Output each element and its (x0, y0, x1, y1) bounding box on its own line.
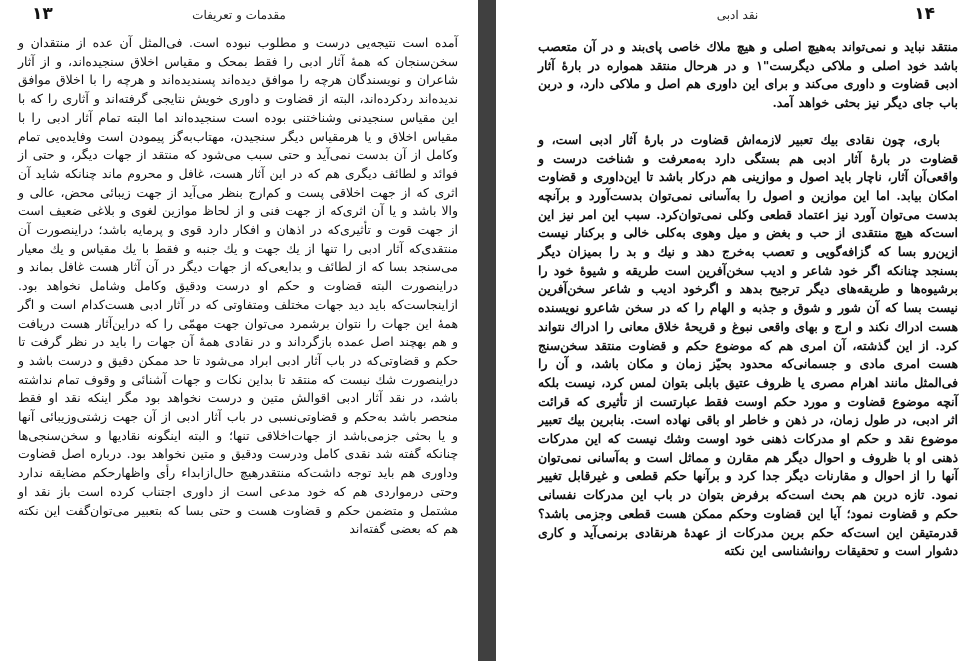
right-running-title: نقد ادبی (716, 8, 759, 22)
left-page-number: ۱۳ (32, 4, 53, 24)
right-page (496, 0, 979, 661)
right-page-body (538, 38, 958, 561)
right-page-header (496, 4, 979, 28)
left-page (0, 0, 478, 661)
left-page-body (18, 34, 458, 539)
right-paragraph-1: منتقد نباید و نمی‌تواند به‌هیچ اصلی و هیچ ملاك خاصی پای‌بند و در آن متعصب باشد خود اصلی و ملاکی دیگرست"١ و در هرحال منتقد همواره در بارهٔ آثار ادبی قضاوت و داوری می‌کند و برای این داوری هم اصل و ملاکی دارد، و دربن باب جای دیگر نیز بحثی خواهد آمد. (538, 39, 958, 111)
left-page-header (0, 4, 478, 28)
book-spine-gutter (478, 0, 496, 661)
left-paragraph-1: آمده است نتیجه‌یی درست و مطلوب نبوده است. فی‌المثل آن عده از منتقدان و سخن‌سنجان که همهٔ آثار ادبی را فقط بمحک و مقیاس اخلاق سنجیده‌اند، و از آثار شاعران و نویسندگان هرچه را موافق دیده‌اند پسندیده‌اند و هرچه را با اخلاق موافق ندیده‌اند ردکرده‌اند، البته از قضاوت و داوری خویش نتایجی گرفته‌اند و آثاری را که با این مقیاس سنجیدنی وشناختنی بوده است سنجیده‌اند اما البته تمام آثار ادبی را با مقیاس اخلاق و یا هرمقیاس دیگر سنجیدن، مهتاب‌به‌گز پیمودن است وفایده‌یی تمام وکامل از آن بدست نمی‌آید و حتی سبب می‌شود که منتقد از جهات دیگر، و حتی از فوائد و لطائف دیگری هم که در این آثار هست، غافل و محروم ماند چنانکه شاید آن اثری که از جهت اخلاقی پست و کم‌ارج بنظر می‌آید از جهت زیبائی محض، عالی و والا باشد و یا آن اثری‌که از جهت فنی و از لحاظ موازین لغوی و بلاغی ضعیف است از جهت قوت و تأثیری‌که در اذهان و افکار دارد قوی و پرمایه باشد؛ دراینصورت آن منتقدی‌که آثار ادبی را تنها از یك جهت و یك جنبه و فقط با یك مقیاس و یك معیار می‌سنجد بسا که از لطائف و بدایعی‌که از جهات دیگر در آن آثار هست غافل بماند و دراینصورت البته قضاوت و حکم او درست ودقیق وکامل وشامل نخواهد بود. ازاینجاست‌که باید دید جهات مختلف ومتفاوتی که در آثار ادبی هست‌کدام است و اگر همهٔ این جهات را نتوان برشمرد می‌توان جهت مهمّی را که دراین‌آثار هست دریافت و هم بهچند اصل عمده بازگرداند و در نقادی همهٔ آن جهات را باید در نظر گرفت تا حکم و قضاوتی‌که در باب آثار ادبی ابراد می‌شود تا حد ممکن دقیق و درست باشد و دراینصورت شك نیست که منتقد تا بداین نکات و جهات آشنائی و وقوف تمام نداشته باشد، در نقد آثار ادبی اقوالش متین و درست نخواهد بود مگر اینکه نقد او فقط منحصر باشد به‌حکم و قضاوتی‌نسبی در باب آثار ادبی از آن جهت زشتی‌وزیبائی آنها و یا بحثی جزمی‌باشد از جهات‌اخلاقی تنها؛ و البته اینگونه نقادیها و سخن‌سنجی‌ها چنانکه گفته شد نقدی کامل ودرست ودقیق و متین نخواهد بود. درباره اصل قضاوت وداوری هم باید توجه داشت‌که منتقدرهیچ حال‌ازابداء رأی واظهارحکم مضایقه ندارد وحتی درمواردی هم که خود مدعی است از داوری اجتناب کرده است باز نقد او مشتمل و متضمن حکم و قضاوت هست و حتی بسا که بتعبیر می‌توان‌گفت این نکته هم که بعضی گفته‌اند (18, 35, 458, 537)
right-page-number: ۱۴ (914, 4, 935, 24)
right-paragraph-2: باری، چون نقادی بیك تعبیر لازمه‌اش قضاوت در بارهٔ آثار ادبی است، و قضاوت در بارهٔ آثار ادبی هم بستگی دارد به‌معرفت و شناخت درست و واقعی‌آن آثار، ناچار باید اصول و موازینی هم درکار باشد تا این‌داوری و قضاوت امکان بیابد. اما این موازین و اصول را به‌آسانی نمی‌توان بدست‌آورد و برآنچه بدست می‌توان آورد نیز اعتماد قطعی وکلی نمی‌توان‌کرد. سبب این امر نیز این است‌که هیچ منتقدی از حب و بغض و میل وهوی به‌کلی خالی و برکنار نیست ازین‌رو بسا که گزافه‌گویی و تعصب به‌خرج دهد و نیك و بد را بمیزان دیگر بسنجد چنانکه اگر خود شاعر و ادیب سخن‌آفرین است طریقه و شیوهٔ خود را برشیوه‌ها و طریقه‌های دیگر ترجیح بدهد و اگرخود ادیب و شاعر سخن‌آفرین نیست بسا که آن شور و شوق و جذبه و الهام را که در سخن شاعرو نویسنده هست ادراك نکند و ارج و بهای واقعی نبوغ و قریحهٔ خلاق معانی را ادراك نتواند کرد. از این گذشته، آن امری هم که موضوع حکم و قضاوت منتقد سخن‌سنج هست امری مادی و جسمانی‌که محدود بحیّز زمان و مکان باشد، و آن را فی‌المثل مانند اهرام مصری یا ظروف عتیق بابلی بتوان لمس کرد، نیست بلکه آنچه موضوع قضاوت و مورد حکم اوست فقط عبارتست از تأثیری که قرائت اثر ادبی، در طول زمان، در ذهن و خاطر او باقی نهاده است. بنابرین بیك تعبیر موضوع نقد و حکم او مدرکات ذهنی خود اوست وشك نیست که این مدرکات ذهنی او با ظروف و احوال دیگر هم مقارن و مماثل است و به‌آسانی نمی‌توان آنها را از احوال و مقارنات دیگر جدا کرد و برآنها حکم قطعی و غیرقابل تغییر نمود. تازه دربن هم بحث است‌که برفرض بتوان در باب این مدرکات نفسانی حکم و قضاوت نمود؛ آیا این قضاوت وحکم ممکن هست قطعی وجزمی باشد؟ قدرمتیقن این است‌که حکم برین مدرکات از عهدهٔ هرنقادی برنمی‌آید و کاری دشوار است و تحقیقات روانشناسی این نکته (538, 131, 958, 559)
left-running-title: مقدمات و تعریفات (192, 8, 286, 22)
